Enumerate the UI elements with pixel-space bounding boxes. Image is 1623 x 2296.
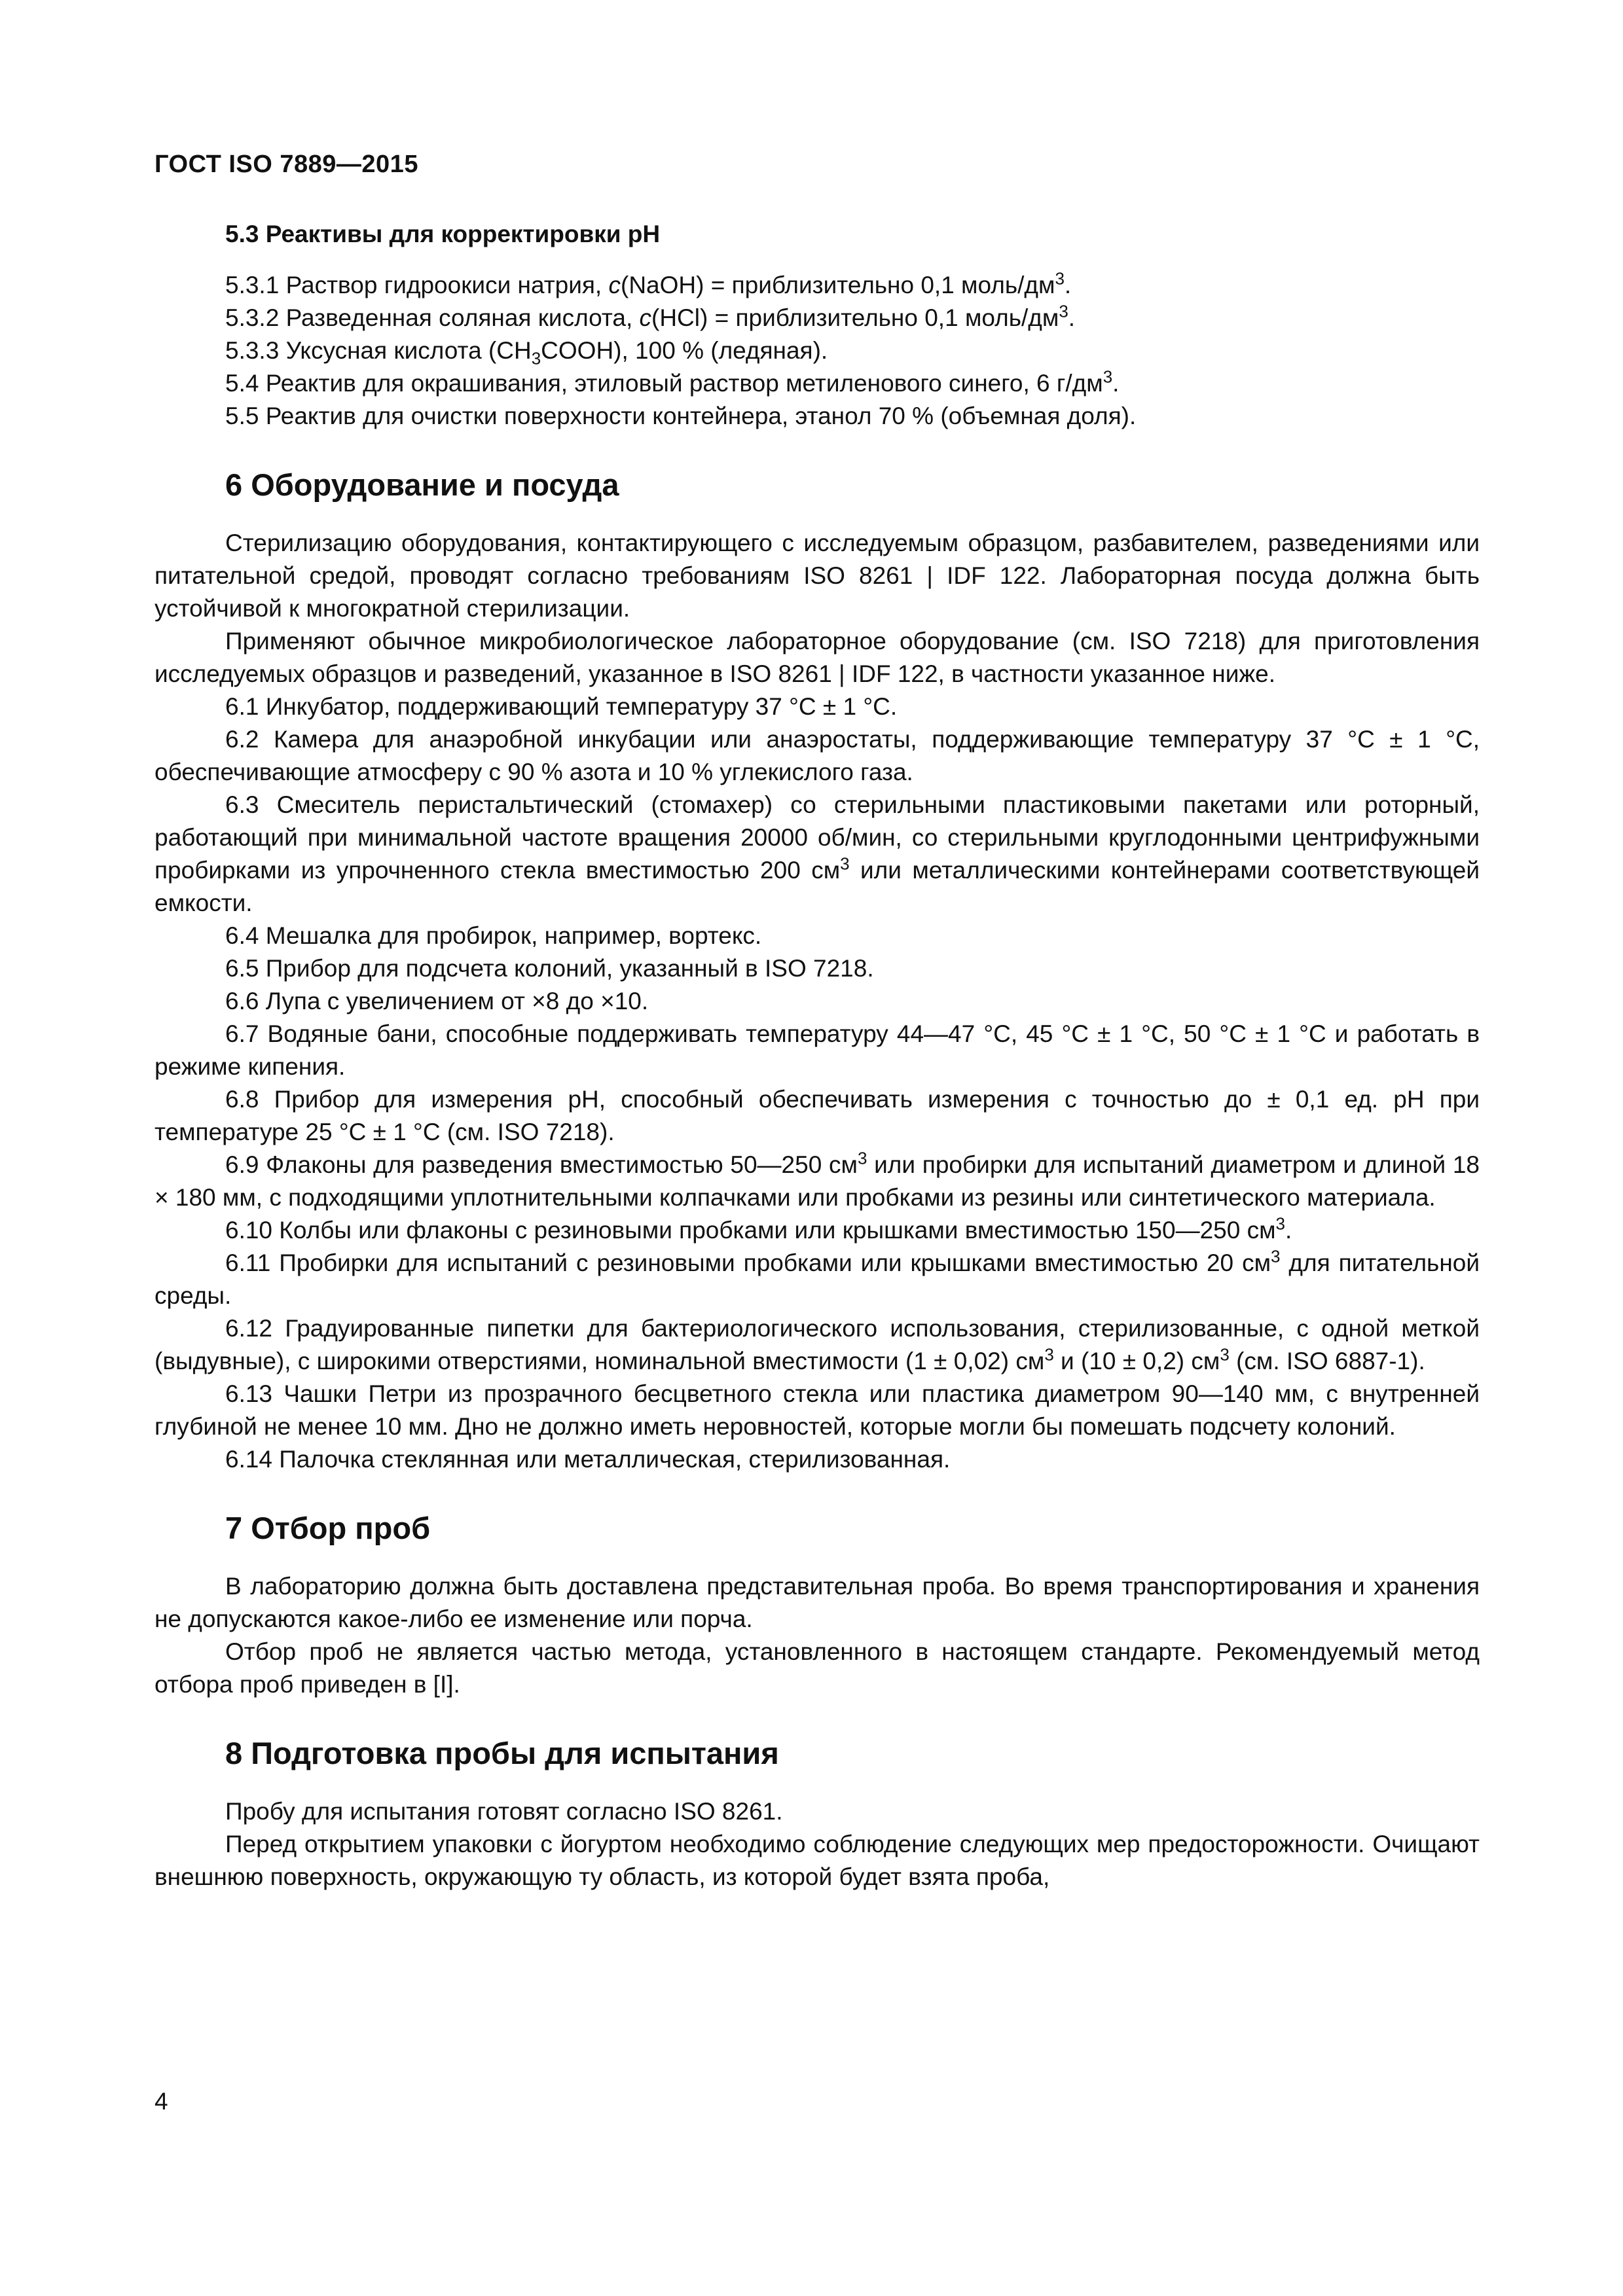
item-6-1: 6.1 Инкубатор, поддерживающий температуру 37 °С ± 1 °С.: [225, 693, 898, 720]
item-5-3-1: 5.3.1 Раствор гидроокиси натрия, c(NaOH) = приблизительно 0,1 моль/$дм^3$.: [225, 268, 1072, 298]
item-6-7: 6.7 Водяные бани, способные поддерживать температуру 44—47 °С, 45 °С ± 1 °С, 50 °С ± 1 °С и работать в режиме кипения.: [155, 1020, 1480, 1080]
item-6-11: 6.11 Пробирки для испытаний с резиновыми пробками или крышками вместимостью 20 $см^3$ для питательной среды.: [155, 1246, 1480, 1309]
paragraph-7-1: В лабораторию должна быть доставлена представительная проба. Во время транспортирования и хранения не допускаются какое-либо ее изменение или порча.: [155, 1573, 1480, 1632]
item-5-4: 5.4 Реактив для окрашивания, этиловый раствор метиленового синего, 6 $г/дм^3$.: [225, 367, 1120, 397]
item-6-9: 6.9 Флаконы для разведения вместимостью 50—250 $см^3$ или пробирки для испытаний диаметром и длиной 18 × 180 мм, с подходящими уплотнительными колпачками или пробками из резины или синтетического материала.: [155, 1148, 1480, 1211]
page-number: 4: [155, 2088, 168, 2115]
item-6-2: 6.2 Камера для анаэробной инкубации или анаэростаты, поддерживающие температуру 37 °С ± 1 °С, обеспечивающие атмосферу с 90 % азота и 10 % углекислого газа.: [155, 726, 1480, 785]
paragraph-7-2: Отбор проб не является частью метода, установленного в настоящем стандарте. Рекомендуемый метод отбора проб приведен в [I].: [155, 1638, 1480, 1698]
item-5-5: 5.5 Реактив для очистки поверхности контейнера, этанол 70 % (объемная доля).: [225, 403, 1137, 429]
item-6-8: 6.8 Прибор для измерения pH, способный обеспечивать измерения с точностью до ± 0,1 ед. pH при температуре 25 °С ± 1 °С (см. ISO 7218).: [155, 1086, 1480, 1145]
item-6-4: 6.4 Мешалка для пробирок, например, вортекс.: [225, 922, 762, 949]
item-6-6: 6.6 Лупа с увеличением от ×8 до ×10.: [225, 988, 649, 1014]
item-6-12: 6.12 Градуированные пипетки для бактериологического использования, стерилизованные, с одной меткой (выдувные), с широкими отверстиями, номинальной вместимости (1 ± 0,02) $см^3$ и (10 ± 0,2) $см^3$ (см. ISO 6887-1).: [155, 1315, 1480, 1374]
spacer: [155, 433, 1480, 465]
section-title-7: 7 Отбор проб: [225, 1511, 431, 1545]
paragraph-6-intro-2: Применяют обычное микробиологическое лабораторное оборудование (см. ISO 7218) для приготовления исследуемых образцов и разведений, указанное в ISO 8261 | IDF 122, в частности указанное ниже.: [155, 628, 1480, 687]
running-header: ГОСТ ISO 7889—2015: [155, 151, 418, 178]
item-6-3: 6.3 Смеситель перистальтический (стомахер) со стерильными пластиковыми пакетами или роторный, работающий при минимальной частоте вращения 20000 об/мин, со стерильными круглодонными центрифужными пробирками из упрочненного стекла вместимостью 200 $см^3$ или металлическими контейнерами соответствующей емкости.: [155, 791, 1480, 916]
item-6-5: 6.5 Прибор для подсчета колоний, указанный в ISO 7218.: [225, 955, 874, 982]
item-6-14: 6.14 Палочка стеклянная или металлическая, стерилизованная.: [225, 1446, 951, 1473]
section-title-8: 8 Подготовка пробы для испытания: [225, 1736, 779, 1770]
spacer: [155, 1701, 1480, 1734]
item-5-3-2: 5.3.2 Разведенная соляная кислота, c(HCl) = приблизительно 0,1 моль/$дм^3$.: [225, 301, 1076, 331]
item-6-13: 6.13 Чашки Петри из прозрачного бесцветного стекла или пластика диаметром 90—140 мм, с внутренней глубиной не менее 10 мм. Дно не должно иметь неровностей, которые могли бы помешать подсчету колоний.: [155, 1380, 1480, 1440]
item-6-10: 6.10 Колбы или флаконы с резиновыми пробками или крышками вместимостью 150—250 $см^3$.: [225, 1213, 1292, 1244]
section-title-6: 6 Оборудование и посуда: [225, 467, 619, 502]
paragraph-8-2: Перед открытием упаковки с йогуртом необходимо соблюдение следующих мер предосторожности. Очищают внешнюю поверхность, окружающую ту область, из которой будет взята проба,: [155, 1831, 1480, 1890]
page-content: [155, 218, 1480, 1893]
spacer: [155, 1476, 1480, 1509]
item-5-3-3: 5.3.3 Уксусная кислота $(CH_3COOH)$, 100 % (ледяная).: [225, 337, 828, 368]
paragraph-8-1: Пробу для испытания готовят согласно ISO 8261.: [225, 1798, 783, 1825]
paragraph-6-intro-1: Стерилизацию оборудования, контактирующего с исследуемым образцом, разбавителем, разведениями или питательной средой, проводят согласно требованиям ISO 8261 | IDF 122. Лабораторная посуда должна быть устойчивой к многократной стерилизации.: [155, 529, 1480, 622]
subsection-title-5-3: 5.3 Реактивы для корректировки pH: [225, 221, 661, 247]
